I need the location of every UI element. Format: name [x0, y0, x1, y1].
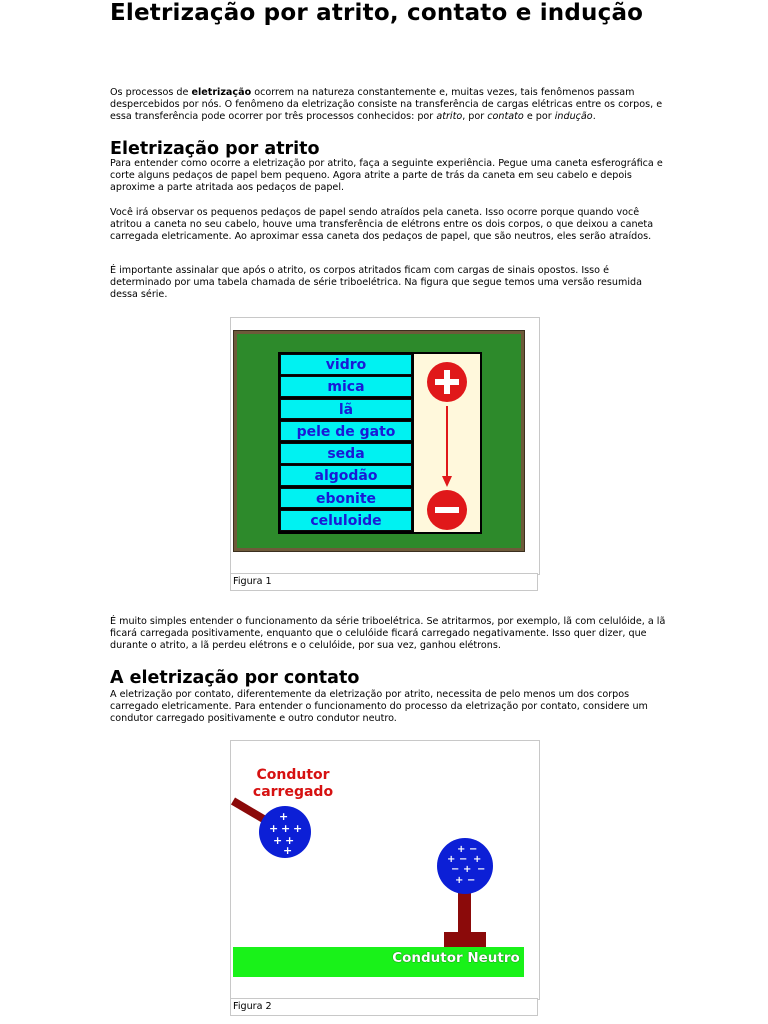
heading-atrito: Eletrização por atrito [110, 139, 320, 159]
svg-text:+: + [283, 844, 293, 857]
intro-paragraph: Os processos de eletrização ocorrem na natureza constantemente e, muitas vezes, tais fenômenos passam despercebidos por nós. O fenômeno da eletrização consiste na transferência de cargas elétricas entre os corpos, e essa transferência pode ocorrer por três processos conhecidos: por atrito, por contato e por indução. [110, 87, 663, 122]
mixed-charges-icon [437, 838, 493, 894]
svg-text:+: + [269, 822, 279, 835]
series-list [280, 354, 412, 532]
series-item: mica [280, 376, 412, 397]
contato-paragraph-1: A eletrização por contato, diferentemente da eletrização por atrito, necessita de pelo menos um dos corpos carregado eletricamente. Para entender o funcionamento do processo da eletrização por contato, considere um condutor carregado positivamente e outro condutor neutro. [110, 689, 648, 724]
after-figure-1-paragraph: É muito simples entender o funcionamento da série triboelétrica. Se atritarmos, por exemplo, lã com celulóide, a lã ficará carregada positivamente, enquanto que o celulóide ficará carregado negativamente. Isso quer dizer, que durante o atrito, a lã perdeu elétrons e o celulóide, por sua vez, ganhou elétrons. [110, 616, 666, 651]
series-item: celuloide [280, 510, 412, 531]
svg-text:+: + [455, 875, 464, 886]
svg-text:+: + [447, 854, 456, 865]
charged-sphere [259, 806, 311, 858]
series-item: lã [280, 399, 412, 420]
positive-charges-icon [259, 806, 311, 858]
heading-contato: A eletrização por contato [110, 668, 360, 688]
svg-text:+: + [463, 864, 472, 875]
figure-1-caption: Figura 1 [230, 573, 538, 591]
svg-text:+: + [457, 844, 466, 855]
svg-text:−: − [451, 864, 460, 875]
svg-text:+: + [281, 822, 291, 835]
svg-text:−: − [469, 844, 478, 855]
neutral-conductor-label: Condutor Neutro [392, 950, 520, 966]
charge-arrow-column [414, 354, 480, 532]
atrito-paragraph-1: Para entender como ocorre a eletrização por atrito, faça a seguinte experiência. Pegue uma caneta esferográfica e corte alguns pedaços de papel bem pequeno. Agora atrite a parte de trás da caneta em seu cabelo e depois aproxime a parte atritada aos pedaços de papel. [110, 158, 663, 193]
triboelectric-series-table [278, 352, 482, 534]
atrito-paragraph-3: É importante assinalar que após o atrito, os corpos atritados ficam com cargas de sinais opostos. Isso é determinado por uma tabela chamada de série triboelétrica. Na figura que segue temos uma versão resumida dessa série. [110, 265, 642, 300]
figure-2-caption: Figura 2 [230, 998, 538, 1016]
neutral-sphere [437, 838, 493, 894]
atrito-paragraph-2: Você irá observar os pequenos pedaços de papel sendo atraídos pela caneta. Isso ocorre porque quando você atritou a caneta no seu cabelo, houve uma transferência de elétrons entre os dois corpos, o que deixou a caneta carregada eletricamente. Ao aproximar essa caneta dos pedaços de papel, que são neutros, eles serão atraídos. [110, 207, 654, 242]
svg-text:+: + [273, 834, 283, 847]
svg-text:−: − [459, 854, 468, 865]
svg-text:+: + [293, 822, 303, 835]
series-item: ebonite [280, 488, 412, 509]
series-item: pele de gato [280, 421, 412, 442]
minus-sign-icon [427, 490, 467, 530]
svg-text:−: − [477, 864, 486, 875]
svg-text:−: − [467, 875, 476, 886]
series-item: seda [280, 443, 412, 464]
svg-text:+: + [279, 810, 289, 823]
svg-text:+: + [285, 834, 295, 847]
series-item: algodão [280, 465, 412, 486]
svg-text:+: + [473, 854, 482, 865]
charged-conductor-label: Condutor carregado [252, 767, 334, 800]
page-title: Eletrização por atrito, contato e indução [110, 0, 644, 26]
series-item: vidro [280, 354, 412, 375]
